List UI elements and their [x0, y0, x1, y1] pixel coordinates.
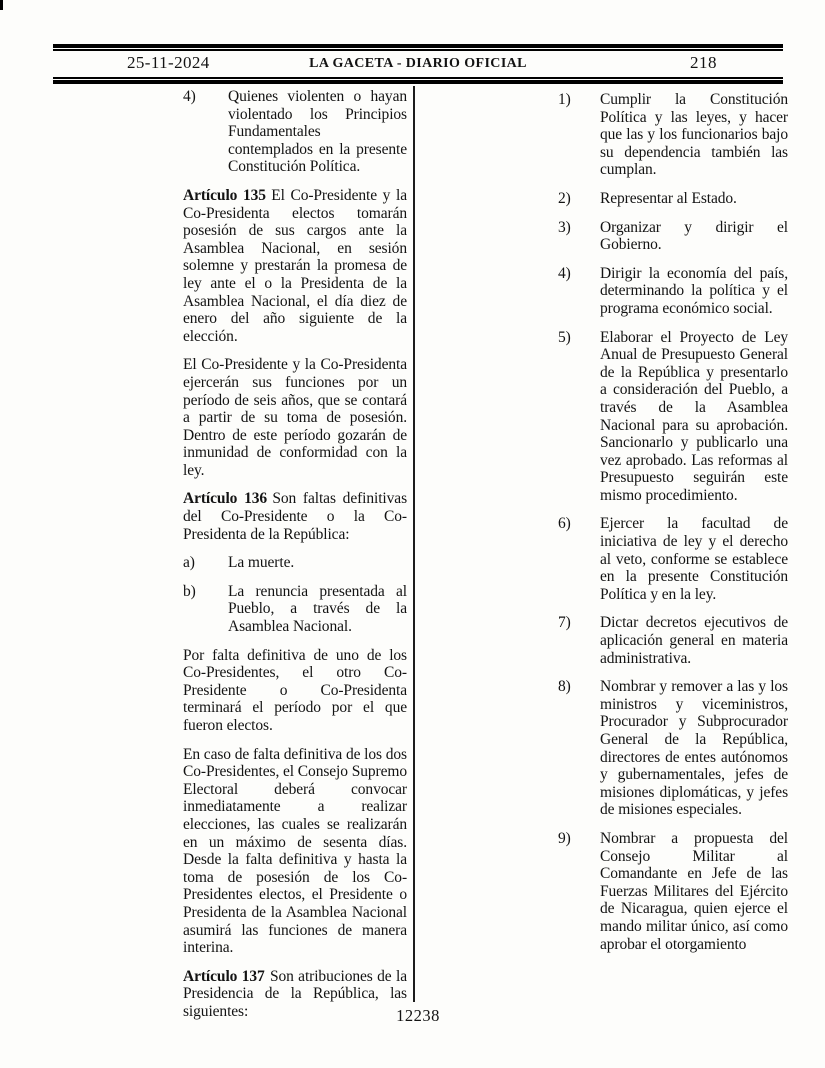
- list-marker: 4): [558, 264, 571, 282]
- list-marker: 6): [558, 515, 571, 533]
- masthead-bottom-thin-rule: [53, 77, 783, 79]
- list-item: [558, 678, 788, 819]
- list-item-text: Dirigir la economía del país, determinando la política y el programa económico social.: [600, 264, 788, 317]
- list-marker: a): [183, 554, 195, 572]
- list-item-text: Quienes violenten o hayan violentado los Principios Fundamentales contemplados en la presente Constitución Política.: [228, 88, 407, 176]
- list-marker: 3): [558, 218, 571, 236]
- list-item: [183, 554, 407, 572]
- masthead-bottom-thick-rule: [53, 80, 783, 84]
- paragraph-text: El Co-Presidente y la Co-Presidenta electos tomarán posesión de sus cargos ante la Asamblea Nacional, en sesión solemne y prestarán la promesa de ley ante el o la Presidenta de la Asamblea Nacional, el día diez de enero del año siguiente de la elección.: [183, 186, 407, 345]
- paragraph: [183, 490, 407, 543]
- list-item: [558, 190, 788, 208]
- list-marker: 9): [558, 829, 571, 847]
- article-label: Artículo 135: [183, 186, 266, 204]
- masthead-page-number: 218: [690, 53, 717, 72]
- list-item-text: La renuncia presentada al Pueblo, a través de la Asamblea Nacional.: [228, 582, 407, 636]
- list-item: [558, 329, 788, 505]
- footer-document-number: 12238: [396, 1006, 440, 1025]
- list-item-text: Organizar y dirigir el Gobierno.: [600, 218, 788, 254]
- list-marker: 8): [558, 678, 571, 696]
- list-item: [183, 88, 407, 176]
- list-item-text: Cumplir la Constitución Política y las leyes, y hacer que las y los funcionarios bajo su dependencia también las cumplan.: [600, 91, 788, 179]
- article-label: Artículo 137: [183, 967, 265, 985]
- list-item-text: Dictar decretos ejecutivos de aplicación general en materia administrativa.: [600, 614, 788, 667]
- masthead-text-row: [53, 51, 783, 76]
- footer: [53, 1006, 783, 1026]
- column-divider: [413, 86, 415, 1002]
- paragraph-text: Por falta definitiva de uno de los Co-Presidentes, el otro Co-Presidente o Co-Presidenta terminará el período por el que fueron electos.: [183, 646, 407, 734]
- masthead: [53, 44, 783, 84]
- list-item: [558, 219, 788, 254]
- list-marker: 2): [558, 189, 571, 207]
- scan-artifact: [0, 0, 3, 10]
- paragraph: [183, 356, 407, 479]
- list-item-text: Nombrar y remover a las y los ministros y viceministros, Procurador y Subprocurador General de la República, directores de entes autónomos y gubernamentales, jefes de misiones diplomáticas, y jefes de misiones especiales.: [600, 678, 788, 819]
- list-item-text: Nombrar a propuesta del Consejo Militar al Comandante en Jefe de las Fuerzas Militares del Ejército de Nicaragua, quien ejerce el mando militar único, así como aprobar el otorgamiento: [600, 829, 788, 953]
- list-item: [558, 830, 788, 953]
- paragraph-text: Son faltas definitivas del Co-Presidente o la Co-Presidenta de la República:: [183, 490, 407, 543]
- list-marker: 5): [558, 328, 571, 346]
- article-label: Artículo 136: [183, 490, 268, 508]
- list-item: [558, 91, 788, 179]
- list-item: [558, 515, 788, 603]
- list-marker: 4): [183, 88, 196, 105]
- paragraph-text: En caso de falta definitiva de los dos Co-Presidentes, el Consejo Supremo Electoral deberá convocar inmediatamente a realizar elecciones, las cuales se realizarán en un máximo de sesenta días. Desde la falta definitiva y hasta la toma de posesión de los Co-Presidentes electos, el Presidente o Presidenta de la Asamblea Nacional asumirá las funciones de manera interina.: [183, 745, 407, 957]
- list-item-text: La muerte.: [228, 554, 295, 572]
- paragraph: [183, 746, 407, 957]
- list-item-text: Ejercer la facultad de iniciativa de ley y el derecho al veto, conforme se establece en la presente Constitución Política y en la ley.: [600, 515, 788, 603]
- list-item-text: Elaborar el Proyecto de Ley Anual de Presupuesto General de la República y presentarlo a consideración del Pueblo, a través de la Asamblea Nacional para su aprobación. Sancionarlo y publicarlo una vez aprobado. Las reformas al Presupuesto seguirán este mismo procedimiento.: [600, 328, 788, 504]
- left-column: [183, 88, 407, 1032]
- masthead-date: 25-11-2024: [127, 53, 210, 72]
- list-item: [558, 265, 788, 318]
- list-marker: 1): [558, 91, 571, 108]
- list-item: [183, 583, 407, 636]
- list-marker: b): [183, 582, 196, 600]
- masthead-top-thick-rule: [53, 44, 783, 48]
- list-item: [558, 614, 788, 667]
- list-item-text: Representar al Estado.: [600, 189, 737, 207]
- paragraph-text: Son atribuciones de la Presidencia de la República, las siguientes:: [183, 967, 407, 1020]
- list-marker: 7): [558, 614, 571, 632]
- right-column: [558, 88, 788, 964]
- paragraph: [183, 187, 407, 345]
- paragraph-text: El Co-Presidente y la Co-Presidenta ejercerán sus funciones por un período de seis años, que se contará a partir de su toma de posesión. Dentro de este período gozarán de inmunidad de conformidad con la ley.: [183, 356, 407, 479]
- paragraph: [183, 647, 407, 735]
- masthead-title: LA GACETA - DIARIO OFICIAL: [309, 56, 527, 71]
